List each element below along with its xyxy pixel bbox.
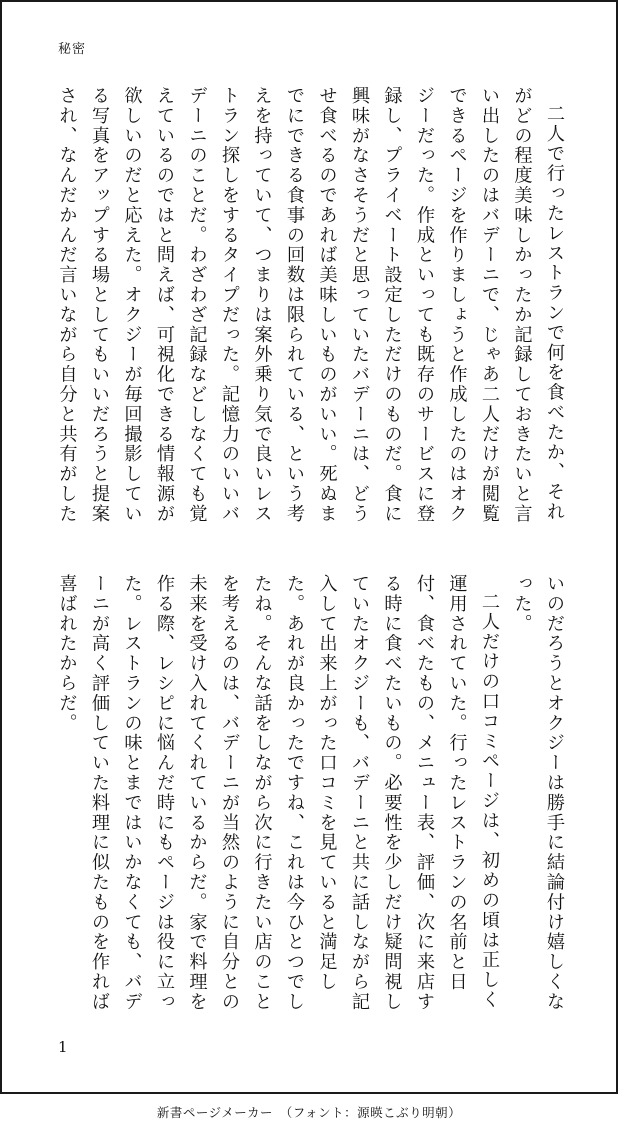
upper-text-block xyxy=(50,86,570,534)
paragraph: 二人で行ったレストランで何を食べたか、それがどの程度美味しかったか記録しておきたいと言い出したのはバデーニで、じゃあ二人だけが閲覧できるページを作りましょうと作成したのはオクジーだった。作成といっても既存のサービスに登録し、プライベート設定しただけのものだ。食に興味がなさそうだと思っていたバデーニは、どうせ食べるのであれば美味しいものがいい。死ぬまでにできる食事の回数は限られている、という考えを持っていて、つまりは案外乗り気で良いレストラン探しをするタイプだった。記憶力のいいバデーニのことだ。わざわざ記録などしなくても覚えているのではと問えば、可視化できる情報源が欲しいのだと応えた。オクジーが毎回撮影している写真をアップする場としてもいいだろうと提案され、なんだかんだ言いながら自分と共有がした xyxy=(56,86,565,524)
lower-text-block xyxy=(50,574,570,1022)
page-number: 1 xyxy=(58,1038,68,1056)
running-header: 秘密 xyxy=(58,42,87,57)
footer-credit: 新書ページメーカー （フォント：源暎こぶり明朝） xyxy=(156,1105,462,1120)
paragraph-continuation: いのだろうとオクジーは勝手に結論付け嬉しくなった。 xyxy=(511,574,565,1012)
paragraph: 二人だけの口コミページは、初めの頃は正しく運用されていた。行ったレストランの名前と日付、食べたもの、メニュー表、評価、次に来店する時に食べたいもの。必要性を少しだけ疑問視していたオクジーも、バデーニと共に話しながら記入して出来上がった口コミを見ていると満足した。あれが良かったですね、これは今ひとつでしたね。そんな話をしながら次に行きたい店のことを考えるのは、バデーニが当然のように自分との未来を受け入れてくれているからだ。家で料理を作る際、レシピに悩んだ時にもページは役に立った。レストランの味とまではいかなくても、バデーニが高く評価していた料理に似たものを作れば喜ばれたからだ。 xyxy=(56,574,500,1012)
